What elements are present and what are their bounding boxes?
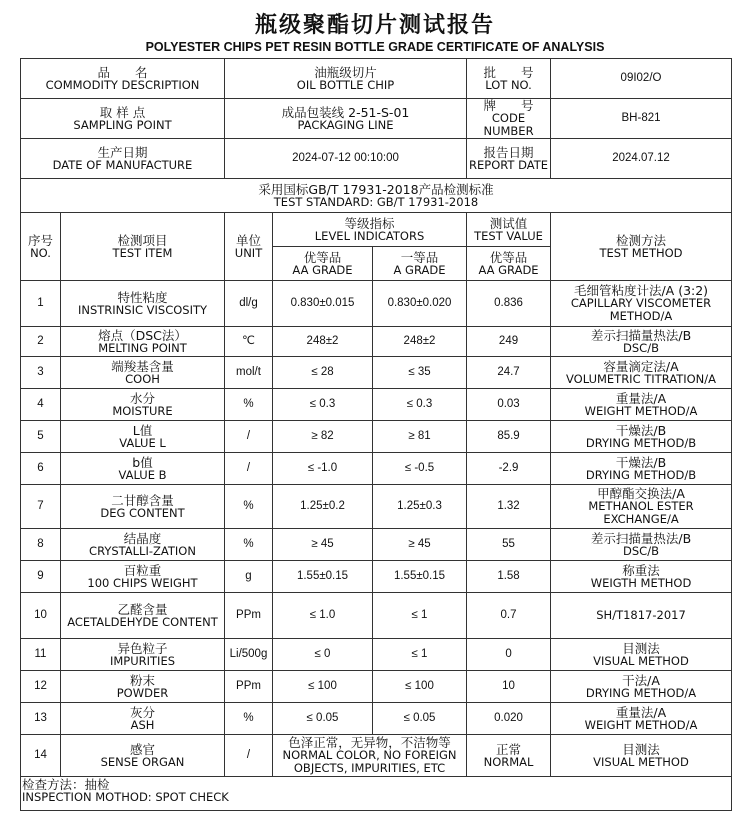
- test-method-en: DSC/B: [623, 340, 659, 355]
- a-grade-cell: 1.55±0.15: [373, 561, 467, 593]
- test-item: [61, 327, 225, 357]
- test-item: [61, 561, 225, 593]
- test-item-zh: b值: [132, 454, 153, 470]
- a-grade-cell: ≥ 81: [373, 421, 467, 453]
- a-grade-cell: ≤ 100: [373, 671, 467, 703]
- unit-cell: %: [225, 529, 273, 561]
- row14-value: [467, 735, 551, 777]
- data-rows: [21, 281, 732, 735]
- test-value-cell: 55: [467, 529, 551, 561]
- header-tv-aa-zh: 优等品: [489, 249, 528, 265]
- test-method: [551, 453, 732, 485]
- test-item-en: ACETALDEHYDE CONTENT: [67, 614, 218, 629]
- code-label-zh: 牌 号: [483, 98, 534, 113]
- test-item: [61, 593, 225, 639]
- test-item: [61, 639, 225, 671]
- test-value-cell: 1.58: [467, 561, 551, 593]
- row14-item-en: SENSE ORGAN: [100, 754, 185, 769]
- test-value-cell: 0.020: [467, 703, 551, 735]
- test-method-en: DRYING METHOD/B: [585, 467, 697, 482]
- table-row: [21, 639, 732, 671]
- header-test-value: [467, 213, 551, 247]
- test-method: [551, 485, 732, 529]
- table-row: [21, 529, 732, 561]
- row14-grade-en: NORMAL COLOR, NO FOREIGN OBJECTS, IMPURITIES, ETC: [282, 748, 457, 775]
- unit-cell: Li/500g: [225, 639, 273, 671]
- a-grade-cell: 0.830±0.020: [373, 281, 467, 327]
- unit-cell: g: [225, 561, 273, 593]
- test-item-zh: 熔点（DSC法）: [98, 327, 187, 343]
- test-method: [551, 593, 732, 639]
- row-no: 10: [21, 593, 61, 639]
- header-tv-aa-en: AA GRADE: [478, 262, 539, 277]
- aa-grade-cell: ≤ 0: [273, 639, 373, 671]
- test-item-en: CRYSTALLI-ZATION: [89, 543, 196, 558]
- test-method-zh: 容量滴定法/A: [603, 358, 679, 374]
- aa-grade-cell: 0.830±0.015: [273, 281, 373, 327]
- test-method-zh: 毛细管粘度计法/A (3:2): [573, 283, 709, 298]
- commodity-value-zh: 油瓶级切片: [314, 64, 377, 80]
- aa-grade-cell: ≥ 45: [273, 529, 373, 561]
- aa-grade-cell: ≤ 28: [273, 357, 373, 389]
- header-no-zh: 序号: [27, 232, 53, 248]
- test-method-en: DSC/B: [623, 543, 659, 558]
- test-item-zh: 结晶度: [123, 530, 162, 546]
- test-item: [61, 453, 225, 485]
- test-method: [551, 529, 732, 561]
- test-value-cell: 0: [467, 639, 551, 671]
- header-aa-zh: 优等品: [303, 249, 342, 265]
- header-row-1: [21, 213, 732, 247]
- row14-unit: /: [225, 735, 273, 777]
- header-unit-en: UNIT: [234, 245, 263, 260]
- test-method-zh: 干燥法/B: [615, 454, 667, 470]
- test-method: [551, 639, 732, 671]
- header-method-zh: 检测方法: [616, 232, 667, 248]
- sampling-label-en: SAMPLING POINT: [73, 117, 172, 132]
- row-no: 11: [21, 639, 61, 671]
- row14-grade: [273, 735, 467, 777]
- test-item: [61, 357, 225, 389]
- certificate-table: [20, 58, 732, 811]
- inspection-method: [21, 777, 732, 811]
- lot-value: 09I02/O: [551, 59, 732, 99]
- test-method-en: WEIGHT METHOD/A: [584, 717, 698, 732]
- sampling-label-zh: 取 样 点: [99, 104, 146, 120]
- row-no: 8: [21, 529, 61, 561]
- test-item-zh: 端羧基含量: [111, 358, 174, 374]
- info-row-dates: [21, 139, 732, 179]
- unit-cell: %: [225, 485, 273, 529]
- header-unit: [225, 213, 273, 281]
- header-no: [21, 213, 61, 281]
- test-method-en: WEIGTH METHOD: [590, 575, 692, 590]
- test-item-zh: 乙醛含量: [117, 601, 168, 617]
- test-value-cell: 10: [467, 671, 551, 703]
- standard-en: TEST STANDARD: GB/T 17931-2018: [273, 194, 479, 209]
- aa-grade-cell: ≤ 0.3: [273, 389, 373, 421]
- inspection-row: [21, 777, 732, 811]
- test-item-en: DEG CONTENT: [100, 505, 185, 520]
- test-method-en: WEIGHT METHOD/A: [584, 403, 698, 418]
- row-no: 6: [21, 453, 61, 485]
- test-item-en: IMPURITIES: [109, 653, 176, 668]
- header-unit-zh: 单位: [235, 232, 261, 248]
- row-no: 7: [21, 485, 61, 529]
- test-item-en: MOISTURE: [112, 403, 173, 418]
- row-no: 3: [21, 357, 61, 389]
- test-item-zh: 灰分: [129, 704, 155, 720]
- test-item-en: ASH: [130, 717, 155, 732]
- unit-cell: mol/t: [225, 357, 273, 389]
- table-row: [21, 327, 732, 357]
- table-row: [21, 703, 732, 735]
- test-item-zh: 粉末: [129, 672, 155, 688]
- a-grade-cell: ≤ 35: [373, 357, 467, 389]
- table-row-14: [21, 735, 732, 777]
- row14-method-en: VISUAL METHOD: [593, 754, 689, 769]
- mfg-label: [21, 139, 225, 179]
- test-item: [61, 389, 225, 421]
- row-no: 5: [21, 421, 61, 453]
- test-item-zh: 水分: [129, 390, 155, 406]
- header-no-en: NO.: [30, 245, 51, 260]
- test-item: [61, 671, 225, 703]
- header-level-zh: 等级指标: [344, 215, 395, 231]
- test-method-en: CAPILLARY VISCOMETER METHOD/A: [570, 296, 712, 323]
- test-value-cell: 0.7: [467, 593, 551, 639]
- row14-method: [551, 735, 732, 777]
- test-method: [551, 357, 732, 389]
- header-method: [551, 213, 732, 281]
- unit-cell: PPm: [225, 593, 273, 639]
- a-grade-cell: ≤ -0.5: [373, 453, 467, 485]
- row-no: 9: [21, 561, 61, 593]
- header-value-en: TEST VALUE: [474, 228, 543, 243]
- test-item: [61, 485, 225, 529]
- a-grade-cell: ≤ 0.3: [373, 389, 467, 421]
- row14-value-en: NORMAL: [483, 754, 534, 769]
- table-row: [21, 671, 732, 703]
- lot-label-en: LOT NO.: [485, 77, 532, 92]
- test-method-zh: 干法/A: [622, 672, 660, 688]
- table-row: [21, 593, 732, 639]
- row-no: 4: [21, 389, 61, 421]
- test-method-en: DRYING METHOD/B: [585, 435, 697, 450]
- sampling-label: [21, 99, 225, 139]
- test-item-en: COOH: [125, 371, 160, 386]
- test-method-en: VOLUMETRIC TITRATION/A: [566, 371, 717, 386]
- test-method-zh: 差示扫描量热法/B: [590, 530, 692, 546]
- aa-grade-cell: ≤ 1.0: [273, 593, 373, 639]
- row-no: 12: [21, 671, 61, 703]
- a-grade-cell: ≤ 1: [373, 593, 467, 639]
- test-method-zh: 重量法/A: [615, 390, 667, 406]
- header-level-en: LEVEL INDICATORS: [314, 228, 425, 243]
- test-item-zh: 二甘醇含量: [111, 492, 174, 508]
- test-value-cell: 1.32: [467, 485, 551, 529]
- test-method: [551, 703, 732, 735]
- a-grade-cell: ≥ 45: [373, 529, 467, 561]
- header-a-en: A GRADE: [393, 262, 446, 277]
- test-method-en: VISUAL METHOD: [593, 653, 689, 668]
- header-test-value-aa: [467, 247, 551, 281]
- test-method: [551, 561, 732, 593]
- test-value-cell: 0.03: [467, 389, 551, 421]
- header-a-grade: [373, 247, 467, 281]
- commodity-value: [225, 59, 467, 99]
- test-value-cell: 85.9: [467, 421, 551, 453]
- header-a-zh: 一等品: [400, 249, 439, 265]
- row14-method-zh: 目测法: [622, 741, 660, 757]
- header-aa-en: AA GRADE: [292, 262, 353, 277]
- row14-item-zh: 感官: [129, 741, 155, 757]
- test-method: [551, 281, 732, 327]
- row14-item: [61, 735, 225, 777]
- aa-grade-cell: ≥ 82: [273, 421, 373, 453]
- inspection-zh: 检查方法：抽检: [22, 777, 110, 792]
- report-subtitle: POLYESTER CHIPS PET RESIN BOTTLE GRADE CERTIFICATE OF ANALYSIS: [145, 40, 605, 54]
- test-item-en: 100 CHIPS WEIGHT: [87, 575, 198, 590]
- aa-grade-cell: ≤ -1.0: [273, 453, 373, 485]
- test-method-zh: 差示扫描量热法/B: [590, 327, 692, 343]
- aa-grade-cell: ≤ 100: [273, 671, 373, 703]
- test-item: [61, 529, 225, 561]
- test-item-en: VALUE B: [118, 467, 167, 482]
- test-method-zh: 目测法: [622, 640, 660, 656]
- code-value: BH-821: [551, 99, 732, 139]
- test-item-en: POWDER: [116, 685, 169, 700]
- header-value-zh: 测试值: [489, 215, 528, 231]
- sampling-value-en: PACKAGING LINE: [297, 117, 394, 132]
- test-method-en: DRYING METHOD/A: [585, 685, 697, 700]
- test-method-en: METHANOL ESTER EXCHANGE/A: [588, 499, 694, 526]
- test-value-cell: 0.836: [467, 281, 551, 327]
- inspection-en: INSPECTION MOTHOD: SPOT CHECK: [22, 790, 229, 804]
- header-method-en: TEST METHOD: [599, 245, 683, 260]
- aa-grade-cell: 1.25±0.2: [273, 485, 373, 529]
- a-grade-cell: ≤ 1: [373, 639, 467, 671]
- header-item-zh: 检测项目: [117, 232, 168, 248]
- report-label: [467, 139, 551, 179]
- commodity-label-zh: 品 名: [97, 64, 148, 80]
- test-item: [61, 421, 225, 453]
- mfg-value: 2024-07-12 00:10:00: [225, 139, 467, 179]
- row14-no: 14: [21, 735, 61, 777]
- code-label: [467, 99, 551, 139]
- unit-cell: /: [225, 453, 273, 485]
- commodity-label-en: COMMODITY DESCRIPTION: [45, 77, 200, 92]
- row-no: 13: [21, 703, 61, 735]
- a-grade-cell: 1.25±0.3: [373, 485, 467, 529]
- test-item: [61, 703, 225, 735]
- report-label-zh: 报告日期: [483, 144, 534, 160]
- lot-label-zh: 批 号: [483, 64, 534, 80]
- test-item-zh: 特性粘度: [117, 289, 168, 305]
- test-item-zh: L值: [132, 422, 153, 438]
- test-value-cell: -2.9: [467, 453, 551, 485]
- aa-grade-cell: ≤ 0.05: [273, 703, 373, 735]
- commodity-label: [21, 59, 225, 99]
- report-value: 2024.07.12: [551, 139, 732, 179]
- table-row: [21, 485, 732, 529]
- info-row-sampling: [21, 99, 732, 139]
- table-row: [21, 561, 732, 593]
- mfg-label-zh: 生产日期: [97, 144, 148, 160]
- row14-value-zh: 正常: [496, 741, 522, 757]
- test-method-zh: 称重法: [622, 562, 660, 578]
- test-item-en: INSTRINSIC VISCOSITY: [77, 302, 208, 317]
- test-item-zh: 异色粒子: [117, 640, 168, 656]
- test-item-zh: 百粒重: [123, 562, 162, 578]
- test-value-cell: 249: [467, 327, 551, 357]
- test-method-zh: 甲醇酯交换法/A: [597, 486, 685, 501]
- lot-label: [467, 59, 551, 99]
- table-row: [21, 453, 732, 485]
- test-method: [551, 327, 732, 357]
- test-method: [551, 421, 732, 453]
- table-row: [21, 357, 732, 389]
- sampling-value-zh: 成品包装线 2-51-S-01: [281, 104, 410, 120]
- unit-cell: %: [225, 703, 273, 735]
- aa-grade-cell: 1.55±0.15: [273, 561, 373, 593]
- standard-zh: 采用国标GB/T 17931-2018产品检测标准: [258, 181, 494, 197]
- a-grade-cell: ≤ 0.05: [373, 703, 467, 735]
- test-standard: [21, 179, 732, 213]
- header-item: [61, 213, 225, 281]
- unit-cell: %: [225, 389, 273, 421]
- aa-grade-cell: 248±2: [273, 327, 373, 357]
- row-no: 1: [21, 281, 61, 327]
- header-level: [273, 213, 467, 247]
- unit-cell: PPm: [225, 671, 273, 703]
- unit-cell: /: [225, 421, 273, 453]
- test-item-en: VALUE L: [119, 435, 166, 450]
- test-method: [551, 671, 732, 703]
- report-label-en: REPORT DATE: [469, 157, 549, 172]
- report-title: 瓶级聚酯切片测试报告: [254, 12, 495, 38]
- standard-row: [21, 179, 732, 213]
- header-aa-grade: [273, 247, 373, 281]
- test-method-zh: 干燥法/B: [615, 422, 667, 438]
- test-method: [551, 389, 732, 421]
- row-no: 2: [21, 327, 61, 357]
- test-item: [61, 281, 225, 327]
- table-row: [21, 389, 732, 421]
- table-row: [21, 281, 732, 327]
- table-row: [21, 421, 732, 453]
- unit-cell: ℃: [225, 327, 273, 357]
- info-row-commodity: [21, 59, 732, 99]
- code-label-en: CODE NUMBER: [483, 111, 534, 138]
- test-method-zh: 重量法/A: [615, 704, 667, 720]
- unit-cell: dl/g: [225, 281, 273, 327]
- sampling-value: [225, 99, 467, 139]
- mfg-label-en: DATE OF MANUFACTURE: [52, 157, 193, 172]
- a-grade-cell: 248±2: [373, 327, 467, 357]
- test-item-en: MELTING POINT: [98, 340, 187, 355]
- row14-grade-zh: 色泽正常，无异物，不洁物等: [288, 735, 451, 750]
- header-item-en: TEST ITEM: [112, 245, 173, 260]
- commodity-value-en: OIL BOTTLE CHIP: [296, 77, 395, 92]
- test-method-en: SH/T1817-2017: [596, 608, 686, 622]
- test-value-cell: 24.7: [467, 357, 551, 389]
